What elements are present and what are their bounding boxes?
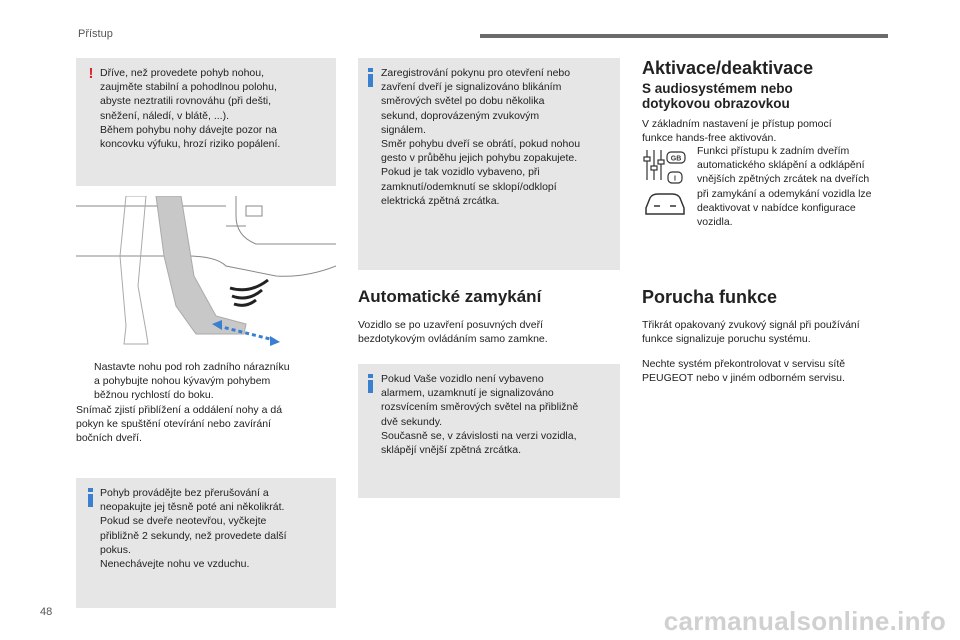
bumper-corner (236, 196, 336, 244)
section-header-label: Přístup (78, 28, 113, 40)
fault-paragraph-1 (642, 318, 912, 346)
info-icon (368, 68, 373, 87)
moving-leg (156, 196, 246, 334)
info-line: Pokud se dveře neotevřou, vyčkejte (100, 515, 267, 528)
bullet-mark (76, 360, 94, 403)
instruction-text (76, 360, 338, 445)
sensor-line: Snímač zjistí přiblížení a oddálení nohy a dá (76, 403, 283, 416)
info-line: alarmem, uzamknutí je signalizováno (381, 387, 554, 400)
info-line: přibližně 2 sekundy, než provedete další (100, 529, 287, 542)
sensor-line: bočních dveří. (76, 432, 142, 445)
info-line: signálem. (381, 123, 426, 136)
info-line: gesto v průběhu jejich pohybu zopakujete. (381, 152, 578, 165)
info-text (381, 66, 617, 208)
sensor-wave (234, 300, 256, 305)
info-line: elektrická zpětná zrcátka. (381, 194, 500, 207)
info-line: Nenechávejte nohu ve vzduchu. (100, 558, 250, 571)
info-line: Pohyb provádějte bez přerušování a (100, 487, 269, 499)
page-number: 48 (40, 606, 53, 618)
info-line: směrových světel po dobu několika (381, 95, 545, 108)
info-line: Směr pohybu dveří se obrátí, pokud nohou (381, 138, 581, 151)
warning-icon: ! (88, 65, 94, 82)
gb-badge-icon (667, 152, 685, 163)
body-line: bezdotykovým ovládáním samo zamkne. (358, 333, 548, 346)
bullet-line: Nastavte nohu pod roh zadního nárazníku (94, 361, 290, 373)
section-title-auto-lock: Automatické zamykání (358, 287, 542, 306)
sensor-wave (232, 290, 262, 298)
warning-line: Během pohybu nohy dávejte pozor na (100, 123, 277, 136)
section-title-fault: Porucha funkce (642, 287, 778, 307)
warning-line: zaujměte stabilní a pohodlnou polohu, (100, 81, 277, 94)
warning-line: sněžení, náledí, v blátě, ...). (100, 109, 229, 122)
fault-line: PEUGEOT nebo v jiném odborném servisu. (642, 372, 845, 385)
icon-text-line: deaktivovat v nabídce konfigurace (697, 201, 856, 214)
intro-line: V základním nastavení je přístup pomocí (642, 118, 832, 130)
i-badge-icon (668, 172, 682, 183)
equalizer-icon (644, 150, 664, 180)
info-line: neopakujte jej těsně poté ani několikrát. (100, 501, 285, 514)
info-line: zavření dveří je signalizováno blikáním (381, 81, 562, 94)
section-title-activation: Aktivace/deaktivace (642, 58, 814, 78)
info-line: sklápějí vnější zpětná zrcátka. (381, 444, 522, 457)
fault-line: Nechte systém překontrolovat v servisu sítě (642, 358, 846, 370)
warning-line: Dříve, než provedete pohyb nohou, (100, 67, 265, 79)
icon-text-line: automatického sklápění a odklápění (697, 159, 865, 172)
warning-text (100, 66, 330, 151)
car-icon (646, 194, 684, 214)
arrow-head-right (270, 336, 280, 346)
icon-text-line: vozidla. (697, 216, 733, 229)
fault-paragraph-2 (642, 357, 912, 385)
info-icon (88, 488, 93, 507)
intro-line: funkce hands-free aktivován. (642, 132, 777, 145)
info-line: Současně se, v závislosti na verzi vozidla, (381, 429, 577, 442)
warning-line: koncovku výfuku, hrozí riziko popálení. (100, 138, 281, 151)
body-line: Vozidlo se po uzavření posuvných dveří (358, 319, 544, 331)
info-line: rozsvícením směrových světel na přibližně (381, 401, 579, 414)
watermark: carmanualsonline.info (663, 606, 946, 636)
subtitle-line: dotykovou obrazovkou (642, 96, 790, 111)
info-line: zamknutí/odemknutí se sklopí/odklopí (381, 180, 557, 193)
foot-gesture-illustration (76, 196, 336, 346)
activation-intro (642, 117, 912, 145)
subtitle-line: S audiosystémem nebo (642, 81, 793, 96)
activation-icon-text (697, 144, 912, 229)
bullet-item (76, 360, 338, 403)
info-line: pokus. (100, 543, 131, 556)
fault-line: funkce signalizuje poruchu systému. (642, 333, 811, 346)
icon-text-line: při zamykání a odemykání vozidla lze (697, 187, 872, 200)
fault-line: Třikrát opakovaný zvukový signál při používání (642, 319, 860, 331)
auto-lock-body (358, 318, 620, 346)
icon-text-line: Funkci přístupu k zadním dveřím (697, 145, 850, 157)
icon-text-line: vnějších zpětných zrcátek na dveřích (697, 173, 870, 186)
header-rule (480, 34, 888, 38)
bullet-line: a pohybujte nohou kývavým pohybem (94, 375, 271, 388)
info-icon (368, 374, 373, 393)
warning-line: abyste neztratili rovnováhu (při dešti, (100, 95, 271, 108)
info-line: Zaregistrování pokynu pro otevření nebo (381, 67, 571, 79)
sensor-line: pokyn ke spuštění otevírání nebo zavírání (76, 417, 271, 430)
info-text (381, 372, 617, 457)
sensor-rect (246, 206, 262, 216)
gb-badge-label: GB (670, 155, 682, 163)
info-text (100, 486, 330, 571)
bumper-outline (76, 206, 336, 276)
info-line: dvě sekundy. (381, 415, 443, 428)
info-line: Pokud je tak vozidlo vybaveno, při (381, 166, 540, 179)
info-line: sekund, doprovázeným zvukovým (381, 109, 540, 122)
info-line: Pokud Vaše vozidlo není vybaveno (381, 373, 544, 385)
bullet-line: běžnou rychlostí do boku. (94, 389, 214, 402)
i-badge-label: I (674, 175, 676, 183)
standing-leg (120, 196, 148, 344)
sensor-wave (230, 280, 268, 290)
settings-menu-icons (642, 148, 692, 220)
